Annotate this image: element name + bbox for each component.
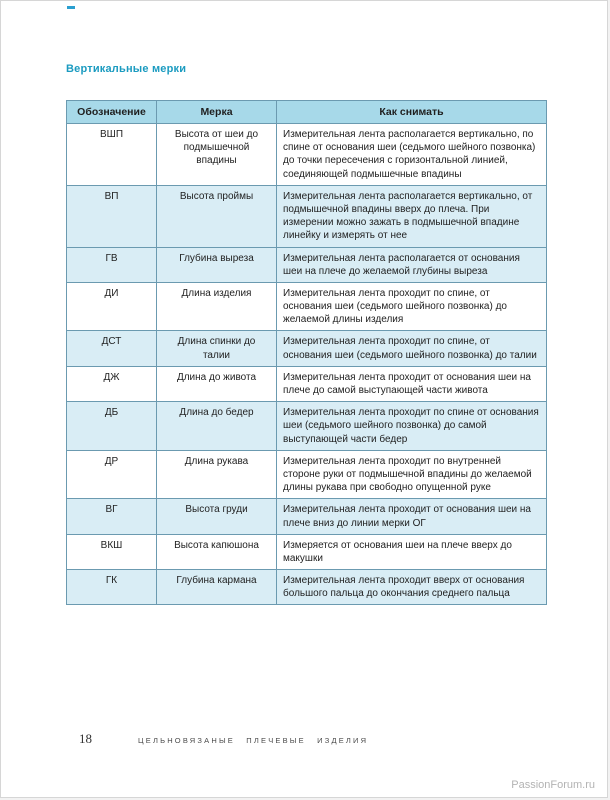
running-title: ЦЕЛЬНОВЯЗАНЫЕ ПЛЕЧЕВЫЕ ИЗДЕЛИЯ (138, 736, 369, 745)
table-row (67, 366, 547, 401)
measure-name: Глубина выреза (157, 247, 277, 282)
measure-name: Высота от шеи до подмышечной впадины (157, 124, 277, 186)
measure-code: ГВ (67, 247, 157, 282)
measure-name: Длина спинки до талии (157, 331, 277, 366)
measure-code: ДР (67, 450, 157, 499)
measure-name: Длина до бедер (157, 402, 277, 451)
crop-mark-icon (67, 6, 75, 9)
section-title: Вертикальные мерки (66, 63, 187, 75)
table-row (67, 282, 547, 331)
measure-description: Измерительная лента располагается от основания шеи на плече до желаемой глубины выреза (277, 247, 547, 282)
measure-description: Измерительная лента проходит вверх от основания большого пальца до окончания среднего пальца (277, 570, 547, 605)
measure-name: Высота капюшона (157, 534, 277, 569)
table-row (67, 534, 547, 569)
measure-name: Длина изделия (157, 282, 277, 331)
table-row (67, 570, 547, 605)
measure-description: Измерительная лента проходит от основания шеи на плече вниз до линии мерки ОГ (277, 499, 547, 534)
table-row (67, 185, 547, 247)
watermark: PassionForum.ru (511, 779, 595, 791)
measure-code: ДЖ (67, 366, 157, 401)
measure-description: Измерительная лента проходит по спине от основания шеи (седьмого шейного позвонка) до самой выступающей части бедер (277, 402, 547, 451)
table-header-row (67, 101, 547, 124)
measure-name: Длина до живота (157, 366, 277, 401)
column-header-how-to-take: Как снимать (277, 101, 547, 124)
table-row (67, 499, 547, 534)
table-row (67, 331, 547, 366)
measure-name: Длина рукава (157, 450, 277, 499)
measure-name: Высота проймы (157, 185, 277, 247)
measure-code: ВП (67, 185, 157, 247)
table-row (67, 124, 547, 186)
table-row (67, 450, 547, 499)
page-number: 18 (79, 731, 92, 746)
table-row (67, 247, 547, 282)
measure-description: Измерительная лента располагается вертикально, от подмышечной впадины вверх до плеча. При измерении можно зажать в подмышечной впадине линейку и измерять от нее (277, 185, 547, 247)
measure-code: ДСТ (67, 331, 157, 366)
measure-name: Высота груди (157, 499, 277, 534)
measure-description: Измерительная лента проходит по спине, от основания шеи (седьмого шейного позвонка) до желаемой длины изделия (277, 282, 547, 331)
measure-code: ГК (67, 570, 157, 605)
measure-name: Глубина кармана (157, 570, 277, 605)
measure-description: Измерительная лента проходит по спине, от основания шеи (седьмого шейного позвонка) до талии (277, 331, 547, 366)
measure-code: ДБ (67, 402, 157, 451)
column-header-designation: Обозначение (67, 101, 157, 124)
measure-code: ВШП (67, 124, 157, 186)
measure-code: ВКШ (67, 534, 157, 569)
measurements-table (66, 100, 547, 605)
measure-description: Измерительная лента проходит от основания шеи на плече до самой выступающей части живота (277, 366, 547, 401)
table-row (67, 402, 547, 451)
column-header-measure: Мерка (157, 101, 277, 124)
measure-code: ВГ (67, 499, 157, 534)
measure-code: ДИ (67, 282, 157, 331)
measure-description: Измеряется от основания шеи на плече вверх до макушки (277, 534, 547, 569)
measure-description: Измерительная лента проходит по внутренней стороне руки от подмышечной впадины до желаемой длины рукава при свободно опущенной руке (277, 450, 547, 499)
measure-description: Измерительная лента располагается вертикально, по спине от основания шеи (седьмого шейного позвонка) до точки пересечения с горизонтальной линией, соединяющей подмышечные впадины (277, 124, 547, 186)
